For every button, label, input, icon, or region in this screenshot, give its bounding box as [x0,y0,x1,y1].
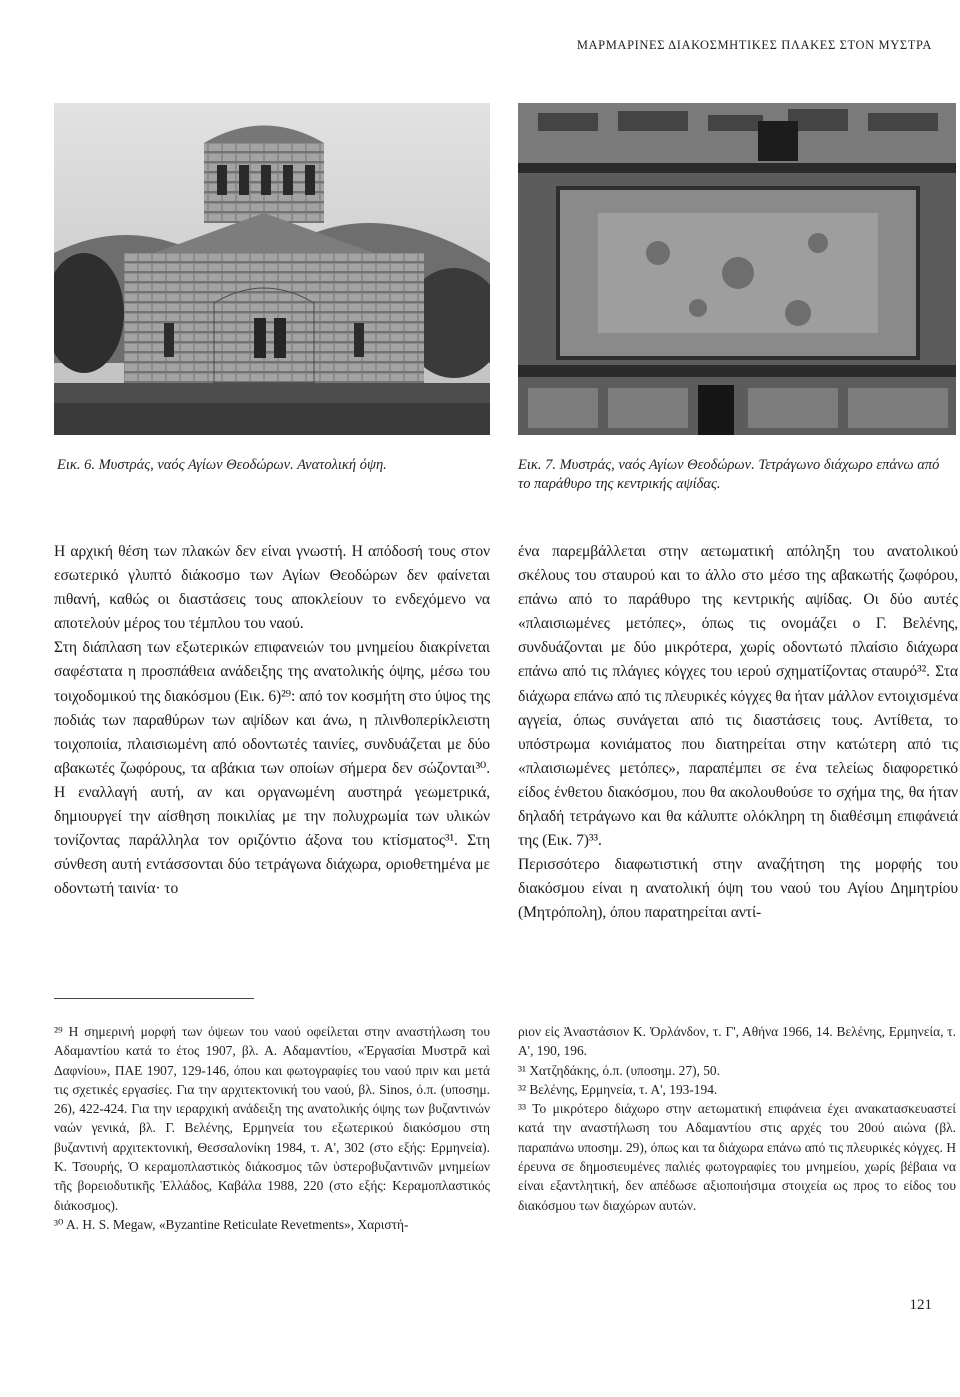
figure-6-caption: Εικ. 6. Μυστράς, ναός Αγίων Θεοδώρων. Ανατολική όψη. [57,457,387,473]
footnote: ριον εἰς Ἀναστάσιον Κ. Ὀρλάνδον, τ. Γ', Αθήνα 1966, 14. Βελένης, Ερμηνεία, τ. Α', 190, 196. [518,1024,956,1059]
body-paragraph: Στη διάπλαση των εξωτερικών επιφανειών του μνημείου διακρίνεται σαφέστατα η προσπάθεια ανάδειξης της ανατολικής όψης, μέσω του τοιχοδομικού της διακόσμου (Εικ. 6)²⁹: από τον κοσμήτη στο ύψος της ποδιάς των παραθύρων των αψίδων και άνω, η πλινθοπερίκλειστη τοιχοποιία, πλαισιωμένη από οδοντωτές ταινίες, συνδυάζεται με δύο αβακωτές ζωφόρους, τα αβάκια των οποίων σήμερα δεν σώζονται³⁰. Η εναλλαγή αυτή, αν και οργανωμένη αυστηρά γεωμετρικά, δημιουργεί την αίσθηση ποικιλίας με την πολυχρωμία των υλικών τονίζοντας παράλληλα τον οριζόντιο άξονα του κτίσματος³¹. Στη σύνθεση αυτή εντάσσονται δύο τετράγωνα διάχωρα, οριοθετημένα με οδοντωτή ταινία· το [54,639,490,898]
footnote-divider [54,998,254,999]
page-number: 121 [909,1297,932,1313]
body-paragraph: ένα παρεμβάλλεται στην αετωματική απόληξη του ανατολικού σκέλους του σταυρού και το άλλο στο μέσο της αβακωτής ζωφόρου, επάνω από το παράθυρο της κεντρικής αψίδας. Οι δύο αυτές «πλαισιωμένες μετόπες», όπως τις ονομάζει ο Γ. Βελένης, συνδυάζονται με δύο μικρότερα, χωρίς οδοντωτό πλαίσιο διάχωρα επάνω από τις πλάγιες κόγχες του ιερού σχηματίζοντας σταυρό³². Στα διάχωρα επάνω από τις πλευρικές κόγχες θα ήταν μάλλον εντοιχισμένα αγγεία, όπως συνάγεται από τις διαστάσεις τους. Αντίθετα, το υπόστρωμα κονιάματος που διατηρείται στην κατώτερη από τις «πλαισιωμένες μετόπες», παραπέμπει σε ένα τελείως διαφορετικό είδος ένθετου διακόσμου, που θα ακολουθούσε το σχήμα της, θα ήταν δηλαδή τετράγωνο και θα κάλυπτε ολόκληρη τη διαθέσιμη επιφάνειά της (Εικ. 7)³³. [518,543,958,850]
footnotes-left [54,1022,490,1234]
footnote: ³² Βελένης, Ερμηνεία, τ. Α', 193-194. [518,1081,718,1097]
figure-6-church-photo [54,103,490,435]
figure-7-masonry-detail [518,103,956,435]
figure-7-caption: Εικ. 7. Μυστράς, ναός Αγίων Θεοδώρων. Τετράγωνο διάχωρο επάνω από το παράθυρο της κεντρικής αψίδας. [518,457,940,492]
running-head: ΜΑΡΜΑΡΙΝΕΣ ΔΙΑΚΟΣΜΗΤΙΚΕΣ ΠΛΑΚΕΣ ΣΤΟΝ ΜΥΣΤΡΑ [576,38,932,52]
footnotes-right [518,1022,956,1215]
body-paragraph: Περισσότερο διαφωτιστική στην αναζήτηση της μορφής του διακόσμου είναι η ανατολική όψη του ναού του Αγίου Δημητρίου (Μητρόπολη), όπου παρατηρείται αντί- [518,856,958,922]
body-paragraph: Η αρχική θέση των πλακών δεν είναι γνωστή. Η απόδοσή τους στον εσωτερικό γλυπτό διάκοσμο των Αγίων Θεοδώρων δεν φαίνεται πιθανή, καθώς οι διαστάσεις τους αποκλείουν το ενδεχόμενο να αποτελούν μέρος του τέμπλου του ναού. [54,543,490,633]
body-column-left [54,540,490,901]
footnote: ³¹ Χατζηδάκης, ό.π. (υποσημ. 27), 50. [518,1062,720,1078]
footnote: ³⁰ A. H. S. Megaw, «Byzantine Reticulate Revetments», Χαριστή- [54,1216,409,1232]
body-column-right [518,540,958,926]
footnote: ³³ Το μικρότερο διάχωρο στην αετωματική επιφάνεια έχει ανακατασκευαστεί κατά την αναστήλωση του Αδαμαντίου στις αρχές του 20ού αιώνα (βλ. παραπάνω υποσημ. 29), όπως και τα διάχωρα επάνω από τις πλευρικές κόγχες. Η έρευνα σε δημοσιευμένες παλιές φωτογραφίες του μνημείου, χωρίς βέβαια να είναι εξαντλητική, δεν απέδωσε αξιοποιήσιμα στοιχεία ως προς το είδος του διακόσμου των διαχώρων αυτών. [518,1101,956,1213]
footnote: ²⁹ Η σημερινή μορφή των όψεων του ναού οφείλεται στην αναστήλωση του Αδαμαντίου κατά το έτος 1907, βλ. Α. Αδαμαντίου, «Ἐργασίαι Μυστρᾶ καὶ Δαφνίου», ΠΑΕ 1907, 129-146, όπου και φωτογραφίες του ναού πριν και μετά τις σχετικές εργασίες. Για την αρχιτεκτονική του ναού, βλ. Sinos, ό.π. (υποσημ. 26), 422-424. Για την ιεραρχική ανάδειξη της ανατολικής όψης των βυζαντινών ναών γενικά, βλ. Γ. Βελένης, Ερμηνεία του εξωτερικού διακόσμου στη βυζαντινή αρχιτεκτονική, Θεσσαλονίκη 1984, τ. Α', 302 (στο εξής: Ερμηνεία). Κ. Τσουρής, Ὁ κεραμοπλαστικὸς διάκοσμος τῶν ὑστεροβυζαντινῶν μνημείων τῆς βορειοδυτικῆς Ἑλλάδος, Καβάλα 1988, 220 (στο εξής: Κεραμοπλαστικός διάκοσμος). [54,1024,490,1213]
